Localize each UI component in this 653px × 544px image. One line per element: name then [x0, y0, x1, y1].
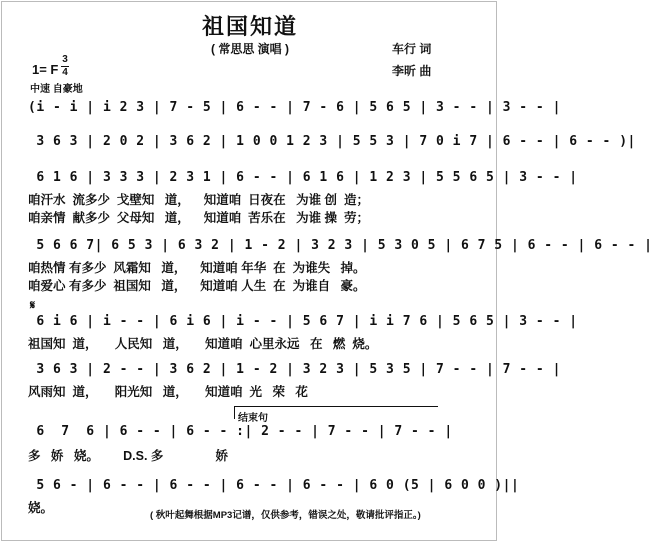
lyric-line-3a: 咱汗水 流多少 戈壁知 道， 知道咱 日夜在 为谁 创 造；	[28, 193, 369, 207]
score-line-5: 6 i 6 | i - - | 6 i 6 | i - - | 5 6 7 | i i 7 6 | 5 6 5 | 3 - - |	[28, 314, 578, 329]
tempo-marking: 中速 自豪地	[30, 84, 83, 95]
lyricist-credit: 车行 词	[392, 42, 432, 56]
meter-top: 3	[62, 54, 68, 65]
lyric-line-8: 娆。	[28, 501, 54, 515]
song-title: 祖国知道	[201, 14, 298, 39]
lyric-line-4a: 咱热情 有多少 风霜知 道， 知道咱 年华 在 为谁失 掉。	[28, 261, 366, 275]
song-subtitle: ( 常思思 演唱 )	[211, 42, 289, 56]
score-line-4: 5 6 6 7| 6 5 3 | 6 3 2 | 1 - 2 | 3 2 3 | 5 3 0 5 | 6 7 5 | 6 - - | 6 - - |	[28, 238, 653, 253]
lyric-line-3b: 咱亲情 献多少 父母知 道， 知道咱 苦乐在 为谁 操 劳；	[28, 211, 369, 225]
lyric-line-7: 多 娇 娆。 D.S. 多 娇	[28, 449, 229, 463]
score-line-8: 5 6 - | 6 - - | 6 - - | 6 - - | 6 - - | 6 0 (5 | 6 0 0 )||	[28, 478, 520, 493]
time-signature	[61, 55, 69, 78]
score-line-3: 6 1 6 | 3 3 3 | 2 3 1 | 6 - - | 6 1 6 | 1 2 3 | 5 5 6 5 | 3 - - |	[28, 170, 578, 185]
ending-label: 结束句	[234, 406, 438, 419]
score-line-7: 6 7 6 | 6 - - | 6 - - :| 2 - - | 7 - - | 7 - - |	[28, 424, 453, 439]
score-line-6: 3 6 3 | 2 - - | 3 6 2 | 1 - 2 | 3 2 3 | 5 3 5 | 7 - - | 7 - - |	[28, 362, 561, 377]
score-line-2: 3 6 3 | 2 0 2 | 3 6 2 | 1 0 0 1 2 3 | 5 5 3 | 7 0 i 7 | 6 - - | 6 - - )|	[28, 134, 636, 149]
footer-note: ( 秋叶起舞根据MP3记谱，仅供参考，错误之处，敬请批评指正。)	[150, 510, 421, 521]
lyric-line-6: 风雨知 道， 阳光知 道， 知道咱 光 荣 花	[28, 385, 308, 399]
key-signature: 1= F	[32, 62, 59, 77]
meter-bottom: 4	[62, 67, 68, 78]
lyric-line-4b: 咱爱心 有多少 祖国知 道， 知道咱 人生 在 为谁自 豪。	[28, 279, 366, 293]
segno-sign: 𝄋	[30, 298, 36, 312]
score-line-1: (i - i | i 2 3 | 7 - 5 | 6 - - | 7 - 6 | 5 6 5 | 3 - - | 3 - - |	[28, 100, 561, 115]
composer-credit: 李昕 曲	[392, 64, 432, 78]
lyric-line-5: 祖国知 道， 人民知 道， 知道咱 心里永远 在 燃 烧。	[28, 337, 378, 351]
